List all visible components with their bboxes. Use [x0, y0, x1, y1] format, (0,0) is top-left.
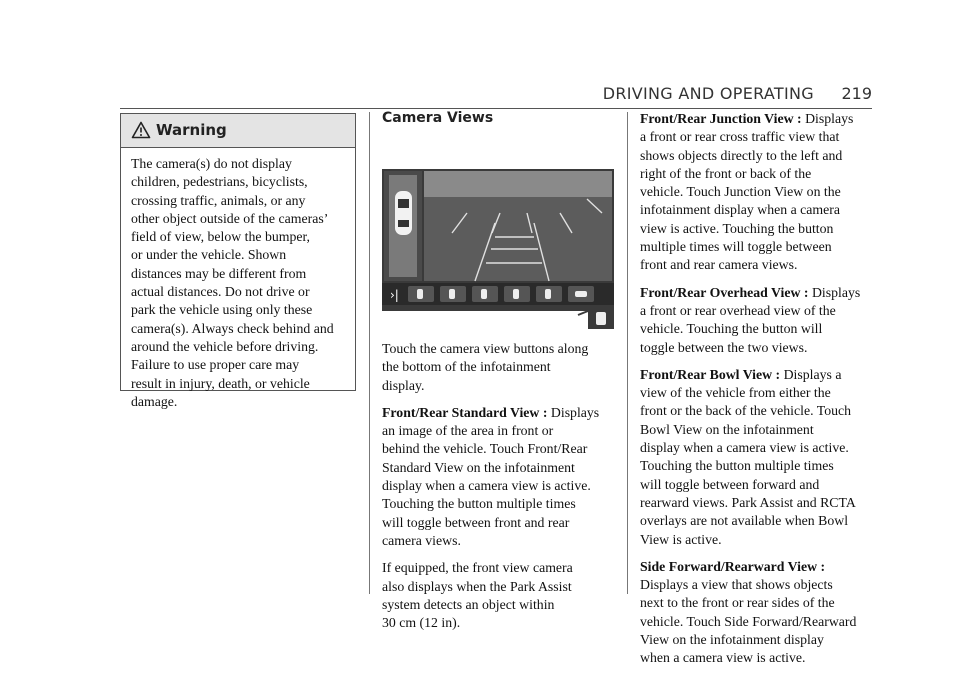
text-line: front or the back of the vehicle. Touch [640, 403, 852, 419]
text-line: Touching the button multiple times [640, 458, 834, 474]
text-line: will toggle between front and rear [382, 514, 570, 530]
column-divider-2 [627, 112, 628, 594]
right-column-text [640, 110, 880, 677]
text-line: View on the infotainment display [640, 632, 824, 648]
text-line: If equipped, the front view camera [382, 560, 573, 576]
warning-line: other object outside of the cameras’ [131, 210, 329, 226]
text-line: Displays a [783, 366, 842, 382]
text-line: view is active. Touching the button [640, 220, 834, 236]
text-line: rearward views. Park Assist and RCTA [640, 494, 856, 510]
text-line: View is active. [640, 531, 722, 547]
text-line: 30 cm (12 in). [382, 615, 461, 631]
text-line: the bottom of the infotainment [382, 359, 551, 375]
term-overhead-view: Front/Rear Overhead View : [640, 284, 809, 300]
warning-triangle-icon [131, 121, 151, 144]
warning-line: distances may be different from [131, 265, 307, 281]
text-line: vehicle. Touch Junction View on the [640, 184, 841, 200]
intro-paragraph [382, 340, 622, 395]
text-line: display. [382, 377, 425, 393]
text-line: an image of the area in front or [382, 423, 554, 439]
front-camera-paragraph [382, 559, 622, 632]
text-line: Displays [811, 284, 861, 300]
warning-line: children, pedestrians, bicyclists, [131, 174, 308, 190]
text-line: display when a camera view is active. [382, 478, 591, 494]
text-line: multiple times will toggle between [640, 239, 832, 255]
side-view-paragraph [640, 558, 880, 668]
middle-column-text [382, 340, 622, 641]
text-line: next to the front or rear sides of the [640, 595, 835, 611]
column-divider-1 [369, 112, 370, 594]
text-line: Touch the camera view buttons along [382, 341, 589, 356]
warning-line: The camera(s) do not display [131, 156, 292, 171]
page-number: 219 [841, 84, 872, 103]
camera-view-button-icons [382, 283, 614, 305]
section-heading-camera-views: Camera Views [382, 110, 494, 126]
standard-view-paragraph [382, 404, 622, 550]
term-junction-view: Front/Rear Junction View : [640, 111, 802, 126]
warning-header [121, 114, 355, 148]
warning-line: around the vehicle before driving. [131, 338, 319, 354]
warning-line: field of view, below the bumper, [131, 229, 311, 245]
text-line: camera views. [382, 532, 461, 548]
page-header [120, 80, 872, 109]
car-front-icon [578, 308, 614, 329]
junction-view-paragraph [640, 110, 880, 275]
warning-line: actual distances. Do not drive or [131, 284, 310, 300]
text-line: behind the vehicle. Touch Front/Rear [382, 441, 588, 457]
text-line: Standard View on the infotainment [382, 459, 575, 475]
svg-text:›|: ›| [390, 288, 399, 302]
text-line: right of the front or back of the [640, 165, 812, 181]
section-title: DRIVING AND OPERATING [602, 84, 814, 103]
camera-display-image [382, 169, 614, 331]
term-front-rear-standard: Front/Rear Standard View : [382, 404, 548, 420]
text-line: vehicle. Touching the button will [640, 321, 823, 337]
text-line: system detects an object within [382, 596, 555, 612]
bowl-view-paragraph [640, 366, 880, 549]
warning-text [131, 155, 353, 411]
text-line: toggle between the two views. [640, 339, 808, 355]
text-line: overlays are not available when Bowl [640, 513, 849, 529]
text-line: Displays [805, 111, 854, 126]
term-bowl-view: Front/Rear Bowl View : [640, 366, 781, 382]
warning-line: result in injury, death, or vehicle [131, 375, 310, 391]
warning-line: park the vehicle using only these [131, 302, 313, 318]
text-line: infotainment display when a camera [640, 202, 840, 218]
text-line: Displays [550, 404, 600, 420]
top-down-car-icon [395, 191, 412, 235]
warning-box [120, 113, 356, 409]
text-line: when a camera view is active. [640, 650, 806, 666]
term-side-view: Side Forward/Rearward View : [640, 558, 826, 574]
warning-line: or under the vehicle. Shown [131, 247, 287, 263]
warning-line: camera(s). Always check behind and [131, 320, 334, 336]
text-line: display when a camera view is active. [640, 440, 849, 456]
text-line: vehicle. Touch Side Forward/Rearward [640, 613, 857, 629]
text-line: Displays a view that shows objects [640, 577, 833, 593]
text-line: Bowl View on the infotainment [640, 421, 814, 437]
text-line: a front or rear cross traffic view that [640, 129, 840, 145]
text-line: a front or rear overhead view of the [640, 302, 836, 318]
warning-title: Warning [156, 121, 227, 139]
warning-line: damage. [131, 393, 178, 409]
text-line: view of the vehicle from either the [640, 385, 831, 401]
text-line: will toggle between forward and [640, 476, 820, 492]
text-line: also displays when the Park Assist [382, 578, 572, 594]
text-line: Touching the button multiple times [382, 496, 576, 512]
text-line: front and rear camera views. [640, 257, 798, 273]
overhead-view-paragraph [640, 284, 880, 357]
warning-line: Failure to use proper care may [131, 357, 300, 373]
warning-line: crossing traffic, animals, or any [131, 192, 306, 208]
text-line: shows objects directly to the left and [640, 147, 843, 163]
